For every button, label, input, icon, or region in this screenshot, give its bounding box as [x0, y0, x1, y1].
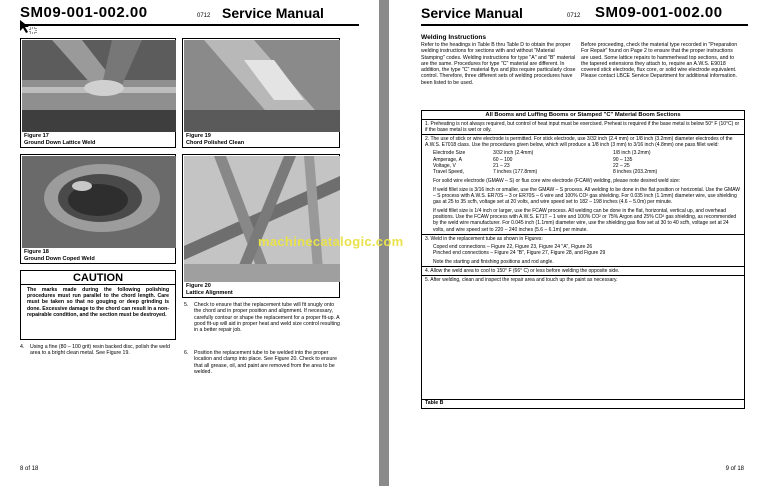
figure-19-caption: Chord Polished Clean [186, 139, 245, 146]
rod-angle-note: Note the starting and finishing positions and rod angle. [433, 258, 554, 265]
spec-row: Electrode Size 3/32 inch (2.4mm) 1/8 inch (3.2mm) [433, 150, 651, 157]
lattice-alignment-photo [184, 156, 340, 282]
step-6-number: 6. [184, 350, 189, 356]
doc-id: SM09-001-002.00 [595, 4, 723, 21]
step-6-text: Position the replacement tube to be welded into the proper location and clamp into place. See Figure 20. Check to ensure that all grease, oil, and paint are removed from the area to be welded. [194, 350, 338, 375]
page-number: 8 of 18 [20, 466, 39, 472]
caution-text: The marks made during the following polishing procedures must run parallel to the chord length. Care must be taken so that no gouging or deep grinding is done. Excessive damage to the chord can result in a non-repairable condition, and the section must be destroyed. [27, 287, 169, 318]
caution-title: CAUTION [21, 271, 175, 285]
figure-20-caption: Lattice Alignment [186, 289, 233, 296]
figure-20-label: Figure 20 [186, 283, 211, 290]
section-title: Welding Instructions [421, 34, 487, 41]
figure-17 [20, 38, 176, 148]
page-title: Service Manual [222, 5, 324, 21]
figure-17-caption: Ground Down Lattice Weld [24, 139, 96, 146]
watermark: machinecatalogic.com [258, 234, 404, 249]
row-2-solid-wire-note: For solid wire electrode (GMAW – S) or flux core wire electrode (FCAW) welding, please note desired weld size: [433, 177, 681, 184]
page-number: 9 of 18 [725, 466, 744, 472]
coped-connections: Coped end connections – Figure 22, Figure 23, Figure 24 "A", Figure 26 [433, 243, 593, 250]
caution-box [20, 270, 176, 340]
step-6 [184, 350, 340, 375]
figure-19 [182, 38, 340, 148]
table-row [422, 120, 744, 135]
welding-table-b [421, 110, 745, 400]
step-5-number: 5. [184, 302, 189, 308]
table-row [422, 267, 744, 276]
figure-18 [20, 154, 176, 264]
doc-code: 0712 [197, 13, 211, 19]
figure-18-label: Figure 18 [24, 249, 49, 256]
right-page [389, 0, 768, 486]
row-1-text: 1. Preheating is not always required, but control of heat input must be exercised. Preheat is required if the base metal is below 50° F (10°C) or if the base metal is wet or oily. [425, 121, 740, 134]
coped-weld-photo [22, 156, 176, 248]
row-5-text: 5. After welding, clean and inspect the repair area and touch up the paint as necessary. [425, 277, 618, 284]
table-row [422, 276, 744, 284]
spec-row: Voltage, V 21 – 23 22 – 25 [433, 162, 630, 169]
lattice-weld-photo [22, 40, 176, 132]
table-row [422, 235, 744, 267]
row-4-text: 4. Allow the weld area to cool to 150° F (66° C) or less before welding the opposite side. [425, 267, 620, 274]
step-5 [184, 302, 340, 333]
intro-right: Before proceeding, check the material type recorded in "Preparation For Repair" found on Page 2 to ensure that the proper instructions are used. Some lattice repairs to hammerhead top sections, and to the tapered extensions they attach to, require an A.W.S. E9018 covered stick electrode, flux core, or solid wire electrode equivalent. Please contact LBCE Service Department for additional information. [581, 42, 738, 80]
step-4 [20, 344, 176, 357]
doc-code: 0712 [567, 13, 581, 19]
chord-polished-photo [184, 40, 340, 132]
doc-id: SM09-001-002.00 [20, 4, 148, 21]
page-title: Service Manual [421, 5, 523, 21]
row-3-text: 3. Weld in the replacement tube as shown in Figures: [425, 235, 543, 242]
step-5-text: Check to ensure that the replacement tube will fit snugly onto the chord and in proper position and alignment. If necessary, carefully contour or shape the replacement for a proper fit-up. A good fit-up will aid in proper heat and weld size control resulting in a better repair job. [194, 302, 340, 334]
step-4-number: 4. [20, 344, 25, 350]
pinched-connections: Pinched end connections – Figure 24 "B", Figure 27, Figure 28, and Figure 29 [433, 249, 606, 256]
spec-row: Amperage, A 60 – 100 90 – 135 [433, 156, 633, 163]
row-2-gmaw-note: If weld fillet size is 3/16 inch or smaller, use the GMAW – S process. All welding to be done in the flat position or horizontal. Use the GMAW – S process with A.W.S. ER70S – 3 or ER70S – 6 wire and 100% CO² gas shielding. For 0.035 inch (1.1mm) diameter wire, use shielding gas at 25 to 35 scfh, voltage set at 20 volts, and wire speed set to 182 – 198 inches (4.6 – 5.0m) per minute. [433, 186, 740, 206]
figure-19-label: Figure 19 [186, 133, 211, 140]
figure-17-label: Figure 17 [24, 133, 49, 140]
step-4-text: Using a fine (80 – 100 grit) resin backed disc, polish the weld area to a bright clean metal. See Figure 19. [30, 344, 170, 357]
figure-18-caption: Ground Down Coped Weld [24, 255, 95, 262]
table-caption: Table B [421, 400, 745, 409]
spec-row: Travel Speed, 7 inches (177.8mm) 8 inches (203.2mm) [433, 168, 658, 175]
mouse-cursor-icon [19, 19, 39, 39]
header-rule [20, 24, 359, 26]
row-2-text: 2. The use of stick or wire electrode is permitted. For stick electrode, use 3/32 inch (2.4 mm) or 1/8 inch (3.2mm) diameter electrodes of the A.W.S. E7018 class. Use the procedures given below, which will produce a 1/8 inch (3 mm) to 3/16 inch (4.8mm) one pass fillet weld: [425, 136, 733, 149]
table-title: All Booms and Luffing Booms or Stamped "C" Material Boom Sections [422, 111, 744, 120]
figure-20 [182, 154, 340, 298]
table-row [422, 135, 744, 234]
intro-left: Refer to the headings in Table B thru Table D to obtain the proper welding instructions for sections with and without "Material Stamping" codes. Welding instructions for type "A" and "B" material are the same. Procedures for type "C" material are different. In addition, the type "C" material flys and jibs require particularly close control. Therefore, three different sets of welding procedures have been listed to be used. [421, 42, 576, 86]
row-2-fcaw-note: If weld fillet size is 1/4 inch or larger, use the FCAW process. All welding can be done in the flat, horizontal, vertical up, and overhead positions. Use the FCAW process with A.W.S. E71T – 1 wire and 100% CO² or 75% Argon and 25% CO² gas shielding, as recommended by the weld wire manufacturer. For 0.045 inch (1.1mm) diameter wire, use the shielding gas flow set at 30 to 40 scfh, voltage set at 24 volts, and wire speed set to 220 – 240 inches (5.6 – 6.1m) per minute. [433, 208, 737, 233]
header-rule [421, 24, 748, 26]
